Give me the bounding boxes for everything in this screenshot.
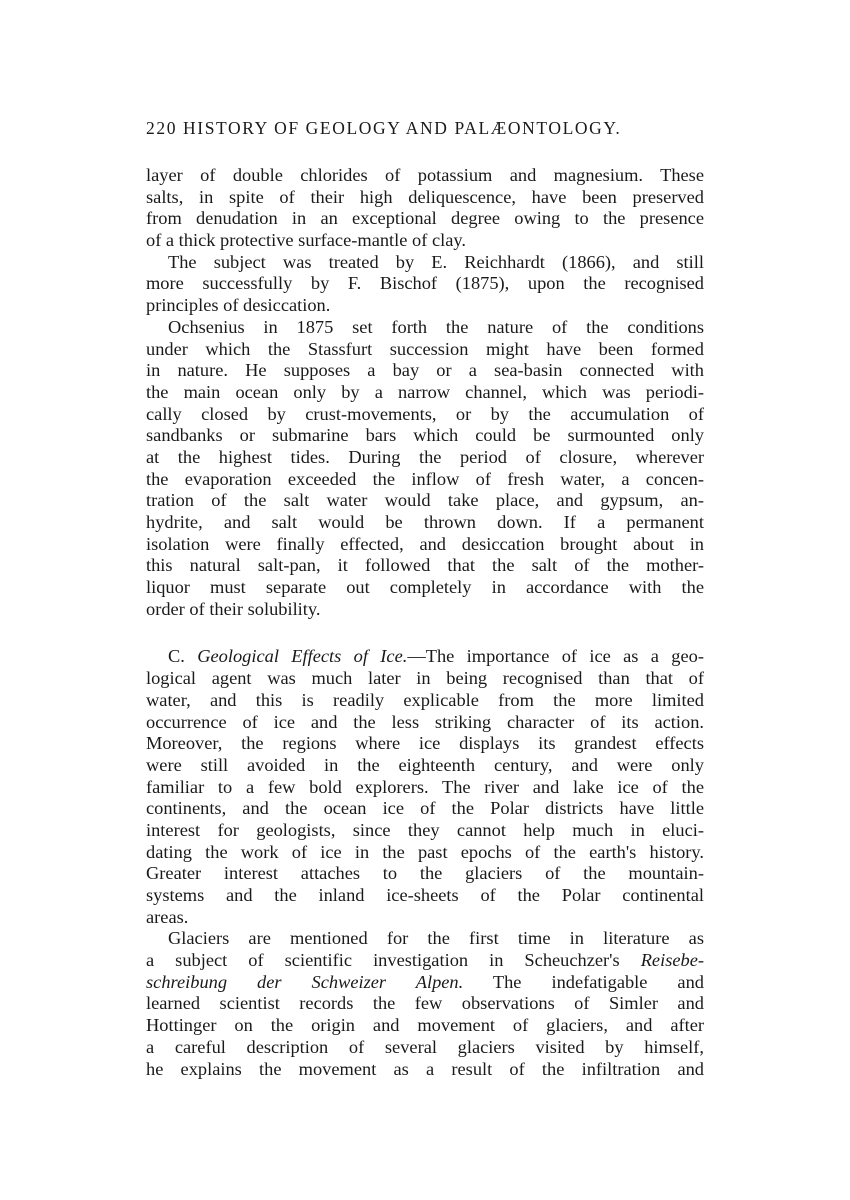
section-first-line-text: The importance of ice as a geo- [425, 646, 704, 667]
text-line: the evaporation exceeded the inflow of fresh water, a concen- [146, 468, 704, 489]
text-line: familiar to a few bold explorers. The river and lake ice of the [146, 776, 704, 797]
text-line-with-title [146, 972, 704, 994]
text-line: tration of the salt water would take place, and gypsum, an- [146, 490, 704, 511]
text-line: this natural salt-pan, it followed that the salt of the mother- [146, 555, 704, 576]
text-line: logical agent was much later in being recognised than that of [146, 668, 704, 689]
text-line: the main ocean only by a narrow channel, which was periodi- [146, 381, 704, 402]
text-line: Moreover, the regions where ice displays its grandest effects [146, 733, 704, 754]
text-line: sandbanks or submarine bars which could be surmounted only [146, 425, 704, 446]
text-line: continents, and the ocean ice of the Polar districts have little [146, 798, 704, 819]
text-line-with-title [146, 950, 704, 972]
text-line: under which the Stassfurt succession might have been formed [146, 338, 704, 359]
text-line: salts, in spite of their high deliquescence, have been preserved [146, 186, 704, 207]
section-title: Geological Effects of Ice. [197, 646, 408, 667]
text-line: water, and this is readily explicable from the more limited [146, 689, 704, 710]
text-line: hydrite, and salt would be thrown down. If a permanent [146, 512, 704, 532]
body-text [146, 165, 704, 1080]
text-line: cally closed by crust-movements, or by the accumulation of [146, 403, 704, 424]
paragraph [146, 928, 704, 1080]
book-title-fragment: schreibung der Schweizer Alpen. [146, 971, 464, 992]
text-line: a careful description of several glaciers visited by himself, [146, 1036, 704, 1057]
section-heading-line [146, 646, 704, 668]
section-gap [146, 620, 704, 646]
text-line: he explains the movement as a result of the infiltration and [146, 1058, 704, 1079]
text-line: Greater interest attaches to the glaciers of the mountain- [146, 863, 704, 884]
text-line: isolation were finally effected, and desiccation brought about in [146, 533, 704, 554]
page-number: 220 [146, 118, 178, 138]
section-ice [146, 646, 704, 928]
paragraph [146, 317, 704, 621]
text-line: learned scientist records the few observations of Simler and [146, 993, 704, 1014]
section-dash: — [407, 646, 426, 667]
text-line: principles of desiccation. [146, 295, 331, 316]
text-line: dating the work of ice in the past epochs of the earth's history. [146, 841, 704, 862]
paragraph [146, 252, 704, 317]
text-fragment: a subject of scientific investigation in Scheuchzer's [146, 950, 641, 971]
text-fragment: The indefatigable and [463, 971, 704, 992]
text-line: from denudation in an exceptional degree owing to the presence [146, 208, 704, 229]
text-line: layer of double chlorides of potassium and magnesium. These [146, 165, 704, 185]
paragraph [146, 165, 704, 252]
text-line: Glaciers are mentioned for the first time in literature as [168, 928, 704, 949]
text-line: Ochsenius in 1875 set forth the nature of the conditions [168, 316, 704, 337]
text-line: more successfully by F. Bischof (1875), upon the recognised [146, 273, 704, 294]
text-line: in nature. He supposes a bay or a sea-basin connected with [146, 360, 704, 381]
text-line: occurrence of ice and the less striking character of its action. [146, 711, 704, 732]
text-line: at the highest tides. During the period of closure, wherever [146, 446, 704, 467]
text-line: were still avoided in the eighteenth century, and were only [146, 754, 704, 775]
text-line: order of their solubility. [146, 598, 321, 619]
text-line: The subject was treated by E. Reichhardt (1866), and still [168, 251, 704, 272]
text-line: areas. [146, 906, 189, 927]
running-title: HISTORY OF GEOLOGY AND PALÆONTOLOGY. [183, 118, 622, 138]
text-line: systems and the inland ice-sheets of the Polar continental [146, 885, 704, 905]
text-line: liquor must separate out completely in accordance with the [146, 577, 704, 598]
section-letter: C. [168, 646, 185, 667]
text-line: of a thick protective surface-mantle of clay. [146, 230, 466, 251]
book-title-fragment: Reisebe- [640, 950, 704, 971]
running-head [146, 118, 706, 139]
text-line: Hottinger on the origin and movement of glaciers, and after [146, 1015, 704, 1036]
text-line: interest for geologists, since they cannot help much in eluci- [146, 819, 704, 840]
